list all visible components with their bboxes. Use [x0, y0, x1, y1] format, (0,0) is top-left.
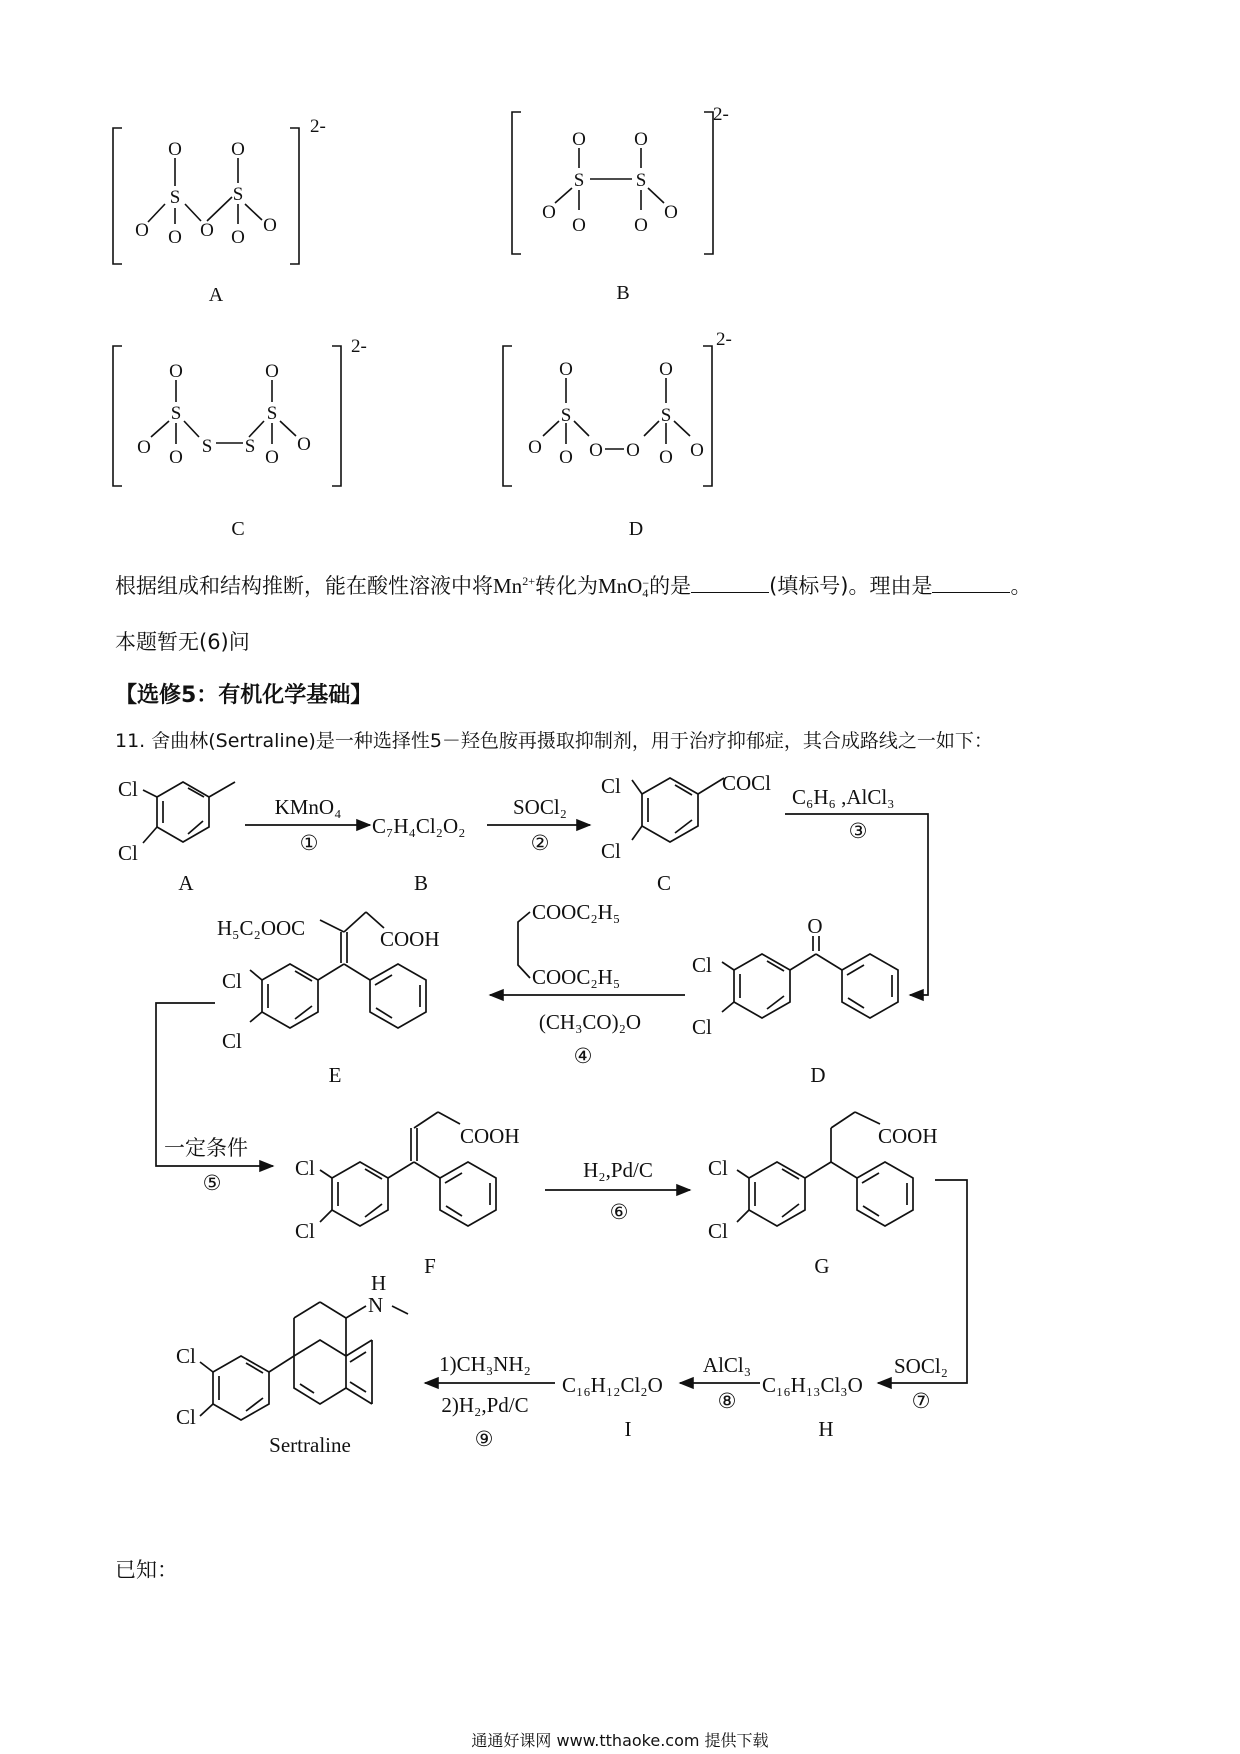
mn-charge: 2+ [522, 574, 535, 588]
step4-reagent3: (CH₃CO)₂O [538, 1010, 642, 1034]
option-c-structure [113, 346, 341, 486]
compound-b-label: B [413, 871, 429, 895]
compound-f-label: F [424, 1254, 436, 1278]
compound-e-cl2: Cl [222, 1029, 242, 1053]
option-d-structure [503, 346, 712, 486]
option-d-charge: 2- [716, 329, 732, 350]
step5-number: ⑤ [202, 1171, 222, 1195]
question-part4: (填标号)。理由是 [769, 574, 933, 598]
compound-e-label: E [328, 1063, 342, 1087]
step6-number: ⑥ [609, 1200, 629, 1224]
compound-d-cl1: Cl [692, 953, 712, 977]
svg-text:O: O [231, 139, 245, 160]
svg-text:O: O [200, 220, 214, 241]
option-b-label: B [616, 282, 630, 304]
compound-f-cooh: COOH [460, 1124, 520, 1148]
svg-text:O: O [263, 215, 277, 236]
compound-c-cocl: COCl [722, 771, 772, 795]
step2-reagent: SOCl₂ [512, 795, 568, 819]
svg-text:S: S [201, 436, 213, 457]
step6-reagent: H₂,Pd/C [583, 1158, 653, 1182]
svg-text:O: O [572, 215, 586, 236]
step7-number: ⑦ [911, 1389, 931, 1413]
compound-g-cl1: Cl [708, 1156, 728, 1180]
question-11: 11. 舍曲林(Sertraline)是一种选择性5－羟色胺再摄取抑制剂，用于治疗抑郁症，其合成路线之一如下： [115, 730, 993, 752]
step3-number: ③ [848, 819, 868, 843]
step3-reagent: C₆H₆ ,AlCl₃ [792, 785, 895, 809]
compound-a-cl1: Cl [118, 777, 138, 801]
compound-d-structure [722, 936, 898, 1018]
section-header: 【选修5：有机化学基础】 [115, 683, 373, 708]
compound-d-o: O [807, 914, 823, 938]
compound-c-cl2: Cl [601, 839, 621, 863]
svg-text:O: O [265, 447, 279, 468]
svg-text:S: S [244, 436, 256, 457]
option-b-structure [512, 112, 713, 254]
compound-a-structure [143, 782, 235, 843]
step4-succinate-chain [518, 912, 530, 978]
step9-reagent2: 2)H₂,Pd/C [441, 1393, 529, 1417]
compound-e-cooh: COOH [380, 927, 440, 951]
compound-c-structure [632, 778, 724, 842]
step5-reagent: 一定条件 [164, 1136, 248, 1160]
step9-reagent1: 1)CH₃NH₂ [439, 1352, 531, 1376]
compound-a-label: A [178, 871, 194, 895]
svg-text:O: O [626, 440, 640, 461]
option-a-atoms [135, 139, 277, 248]
compound-d-label: D [810, 1063, 826, 1087]
sertraline-label: Sertraline [269, 1433, 351, 1457]
compound-h-label: H [818, 1417, 834, 1441]
sertraline-cl2: Cl [176, 1405, 196, 1429]
answer-blank-2[interactable] [932, 574, 1010, 593]
compound-e-cl1: Cl [222, 969, 242, 993]
svg-text:O: O [169, 361, 183, 382]
answer-blank-1[interactable] [691, 574, 769, 593]
option-b-atoms [542, 129, 678, 236]
mn-ion: $Mn^{2+}$ [493, 574, 535, 598]
svg-text:O: O [168, 227, 182, 248]
svg-text:O: O [135, 220, 149, 241]
option-b-charge: 2- [713, 104, 729, 125]
option-c-charge: 2- [351, 336, 367, 357]
formula-i: C₁₆H₁₂Cl₂O [562, 1373, 663, 1397]
svg-text:O: O [137, 437, 151, 458]
compound-f-cl1: Cl [295, 1156, 315, 1180]
option-a-label: A [208, 284, 224, 306]
svg-text:O: O [169, 447, 183, 468]
step1-number: ① [299, 831, 319, 855]
sertraline-n: N [368, 1293, 384, 1317]
svg-text:O: O [297, 434, 311, 455]
svg-text:O: O [634, 129, 648, 150]
svg-text:O: O [231, 227, 245, 248]
svg-text:O: O [659, 359, 673, 380]
step1-reagent: KMnO₄ [274, 795, 342, 819]
step9-number: ⑨ [474, 1427, 494, 1451]
question-part1: 根据组成和结构推断，能在酸性溶液中将 [115, 574, 493, 598]
svg-text:O: O [634, 215, 648, 236]
permanganate-sup: − [642, 576, 650, 590]
note-line: 本题暂无(6)问 [115, 630, 250, 654]
svg-text:S: S [560, 405, 572, 426]
svg-text:O: O [572, 129, 586, 150]
option-a-charge: 2- [310, 116, 326, 137]
option-c-label: C [231, 518, 245, 540]
compound-i-label: I [624, 1417, 632, 1441]
svg-text:O: O [559, 359, 573, 380]
footer: 通通好课网 www.tthaoke.com 提供下载 [471, 1731, 769, 1750]
compound-d-cl2: Cl [692, 1015, 712, 1039]
svg-text:S: S [660, 405, 672, 426]
svg-text:O: O [528, 437, 542, 458]
compound-g-label: G [814, 1254, 830, 1278]
compound-e-ester: H₅C₂OOC [217, 916, 306, 940]
svg-text:O: O [542, 202, 556, 223]
step7-arrow [878, 1180, 967, 1383]
option-d-atoms [528, 359, 704, 468]
formula-b: C₇H₄Cl₂O₂ [372, 814, 466, 838]
svg-text:O: O [659, 447, 673, 468]
question-part5: 。 [1010, 574, 1032, 598]
svg-text:S: S [266, 403, 278, 424]
question-part2: 转化为 [534, 574, 598, 598]
step8-reagent: AlCl₃ [702, 1353, 752, 1377]
sertraline-cl1: Cl [176, 1344, 196, 1368]
svg-text:S: S [573, 170, 585, 191]
compound-c-cl1: Cl [601, 774, 621, 798]
svg-text:O: O [265, 361, 279, 382]
svg-text:S: S [232, 184, 244, 205]
step2-number: ② [530, 831, 550, 855]
svg-text:S: S [169, 187, 181, 208]
compound-g-cooh: COOH [878, 1124, 938, 1148]
compound-c-label: C [656, 871, 672, 895]
compound-a-cl2: Cl [118, 841, 138, 865]
option-c-atoms [137, 361, 311, 468]
step4-reagent1: COOC₂H₅ [532, 900, 621, 924]
svg-text:O: O [589, 440, 603, 461]
option-d-label: D [628, 518, 644, 540]
step7-reagent: SOCl₂ [893, 1354, 949, 1378]
formula-h: C₁₆H₁₃Cl₃O [762, 1373, 863, 1397]
question-part3: 的是 [649, 574, 692, 598]
svg-text:O: O [664, 202, 678, 223]
step4-reagent2: COOC₂H₅ [532, 965, 621, 989]
svg-text:S: S [635, 170, 647, 191]
sertraline-h: H [371, 1271, 387, 1295]
step4-number: ④ [573, 1044, 593, 1068]
compound-g-cl2: Cl [708, 1219, 728, 1243]
permanganate-sub: 4 [642, 586, 649, 600]
step8-number: ⑧ [717, 1389, 737, 1413]
compound-f-cl2: Cl [295, 1219, 315, 1243]
sertraline-structure [200, 1302, 408, 1420]
svg-text:S: S [170, 403, 182, 424]
svg-text:O: O [690, 440, 704, 461]
svg-text:O: O [168, 139, 182, 160]
question-line [115, 566, 1031, 601]
permanganate: MnO − 4 [597, 574, 650, 600]
option-a-structure [113, 128, 299, 264]
svg-text:O: O [559, 447, 573, 468]
known-label: 已知： [115, 1558, 178, 1582]
